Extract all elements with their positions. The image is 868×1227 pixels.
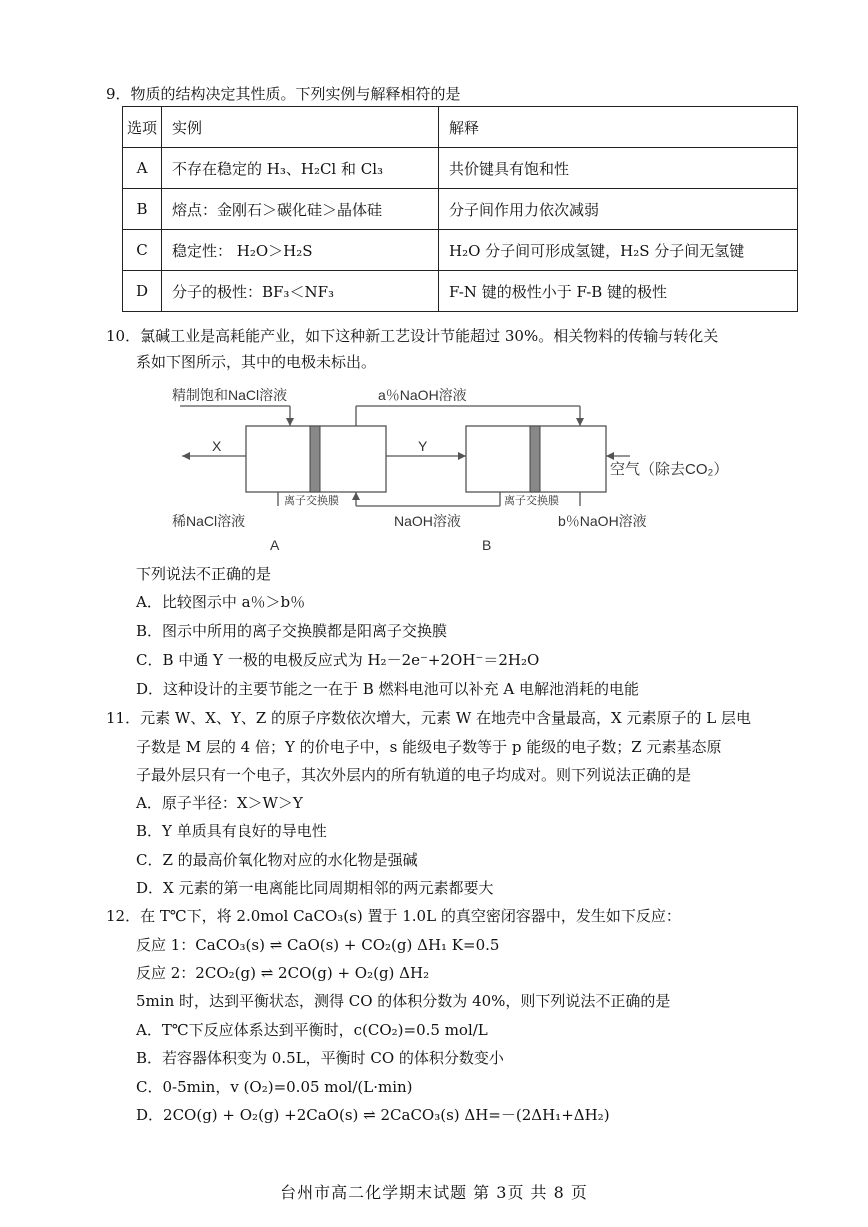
arrow-naoh-a [576, 418, 584, 426]
q11-option-a: A．原子半径：X＞W＞Y [136, 794, 303, 812]
cell-a-label: A [270, 537, 280, 553]
q10-option-b: B．图示中所用的离子交换膜都是阳离子交换膜 [136, 622, 448, 640]
naoh-label: NaOH溶液 [394, 513, 461, 529]
arrow-feed [286, 418, 294, 426]
table-header-cell: 选项 [123, 107, 162, 148]
arrow-air [606, 452, 614, 460]
q11-option-d: D．X 元素的第一电离能比同周期相邻的两元素都要大 [136, 879, 494, 897]
table-header-cell: 实例 [162, 107, 439, 148]
dilute-nacl-label: 稀NaCl溶液 [172, 513, 246, 529]
q12-option-b: B．若容器体积变为 0.5L，平衡时 CO 的体积分数变小 [136, 1049, 504, 1067]
feed-label: 精制饱和NaCl溶液 [172, 387, 288, 403]
membrane-a [310, 426, 320, 492]
cell-b-label: B [482, 537, 492, 553]
membrane-b [530, 426, 540, 492]
q11-stem-line1: 11．元素 W、X、Y、Z 的原子序数依次增大，元素 W 在地壳中含量最高，X 元素原子的 L 层电 [106, 709, 751, 727]
table-cell: C [123, 230, 162, 271]
arrow-x [182, 452, 190, 460]
table-row [123, 148, 798, 189]
table-row [123, 271, 798, 312]
table-row [123, 230, 798, 271]
q11-option-b: B．Y 单质具有良好的导电性 [136, 822, 327, 840]
q9-table [122, 106, 798, 312]
q10-option-a: A．比较图示中 a％＞b％ [136, 593, 306, 611]
table-header-cell: 解释 [439, 107, 798, 148]
table-cell: 不存在稳定的 H₃、H₂Cl 和 Cl₃ [162, 148, 439, 189]
table-cell: F-N 键的极性小于 F-B 键的极性 [439, 271, 798, 312]
q12-option-c: C．0-5min，v (O₂)=0.05 mol/(L·min) [136, 1078, 413, 1096]
q12-stem: 12．在 T℃下，将 2.0mol CaCO₃(s) 置于 1.0L 的真空密闭容器中，发生如下反应： [106, 907, 681, 925]
page-footer: 台州市高二化学期末试题 第 3页 共 8 页 [280, 1183, 588, 1202]
table-cell: 分子间作用力依次减弱 [439, 189, 798, 230]
table-cell: H₂O 分子间可形成氢键，H₂S 分子间无氢键 [439, 230, 798, 271]
membrane-label-b: 离子交换膜 [504, 495, 559, 507]
table-row [123, 189, 798, 230]
table-cell: B [123, 189, 162, 230]
q12-reaction-2: 反应 2：2CO₂(g) ⇌ 2CO(g) + O₂(g) ΔH₂ [136, 964, 430, 982]
table-cell: 共价键具有饱和性 [439, 148, 798, 189]
x-label: X [212, 438, 222, 454]
q9-stem: 9．物质的结构决定其性质。下列实例与解释相符的是 [106, 85, 461, 103]
table-cell: 分子的极性：BF₃＜NF₃ [162, 271, 439, 312]
membrane-label-a: 离子交换膜 [284, 495, 339, 507]
q11-stem-line2: 子数是 M 层的 4 倍；Y 的价电子中，s 能级电子数等于 p 能级的电子数；Z 元素基态原 [136, 738, 722, 756]
table-cell: 稳定性： H₂O＞H₂S [162, 230, 439, 271]
table-cell: 熔点：金刚石＞碳化硅＞晶体硅 [162, 189, 439, 230]
q11-stem-line3: 子最外层只有一个电子，其次外层内的所有轨道的电子均成对。则下列说法正确的是 [136, 766, 692, 784]
arrow-naoh [352, 492, 360, 500]
q10-stem-line1: 10．氯碱工业是高耗能产业，如下这种新工艺设计节能超过 30%。相关物料的传输与转化关 [106, 327, 719, 345]
q12-reaction-1: 反应 1：CaCO₃(s) ⇌ CaO(s) + CO₂(g) ΔH₁ K=0.5 [136, 936, 500, 954]
air-label: 空气（除去CO₂） [610, 461, 729, 478]
table-cell: A [123, 148, 162, 189]
arrow-y [458, 452, 466, 460]
q11-option-c: C．Z 的最高价氧化物对应的水化物是强碱 [136, 851, 418, 869]
q10-stem-line2: 系如下图所示，其中的电极未标出。 [136, 353, 377, 371]
q12-option-d: D．2CO(g) + O₂(g) +2CaO(s) ⇌ 2CaCO₃(s) ΔH=－(2ΔH₁+ΔH₂) [136, 1106, 610, 1124]
y-label: Y [418, 438, 428, 454]
q12-condition: 5min 时，达到平衡状态，测得 CO 的体积分数为 40%，则下列说法不正确的是 [136, 992, 671, 1010]
a-naoh-label: a％NaOH溶液 [378, 387, 467, 403]
electrolysis-diagram [160, 380, 760, 560]
b-naoh-label: b％NaOH溶液 [558, 513, 647, 529]
q10-option-c: C．B 中通 Y 一极的电极反应式为 H₂－2e⁻+2OH⁻＝2H₂O [136, 651, 540, 669]
q12-option-a: A．T℃下反应体系达到平衡时，c(CO₂)=0.5 mol/L [136, 1021, 488, 1039]
table-header-row [123, 107, 798, 148]
q10-option-d: D．这种设计的主要节能之一在于 B 燃料电池可以补充 A 电解池消耗的电能 [136, 680, 639, 698]
table-cell: D [123, 271, 162, 312]
q10-prompt: 下列说法不正确的是 [136, 565, 272, 583]
